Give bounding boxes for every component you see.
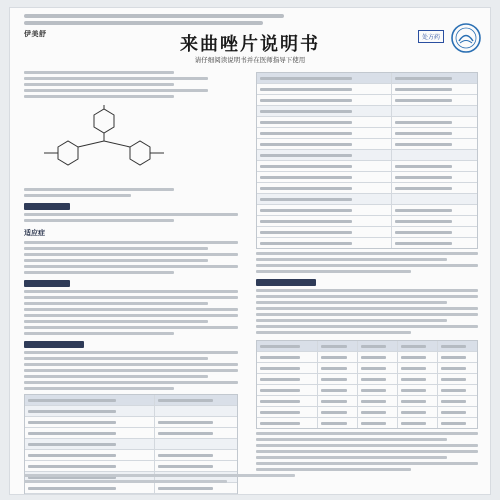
notes-text [256,252,478,273]
prescription-badge: 处方药 [418,30,444,43]
description-block [24,213,238,222]
left-column [24,68,238,494]
document-page [10,8,490,494]
section-heading [24,203,70,210]
drug-name-block [24,71,238,98]
revision-dates [24,14,284,28]
document-subtitle: 请仔细阅读说明书并在医师指导下使用 [194,56,306,64]
indications-text [24,241,238,274]
document-title: 来曲唑片说明书 [180,34,320,55]
clinical-text [256,289,478,334]
section-heading [256,279,316,286]
reactions-table-continued [256,72,478,249]
storage-text [256,432,478,471]
manufacturer-footer [24,471,476,486]
efficacy-table [256,340,478,429]
indications-heading: 适应症 [24,229,45,237]
section-heading [24,341,84,348]
certification-emblem-icon [450,22,482,54]
section-heading [24,280,70,287]
brand-logo: 伊美舒 [24,30,47,38]
adverse-text [24,351,238,390]
dosage-text [24,290,238,335]
right-column [256,68,478,474]
molecule-structure-icon [24,105,238,175]
formula-block [24,188,238,197]
